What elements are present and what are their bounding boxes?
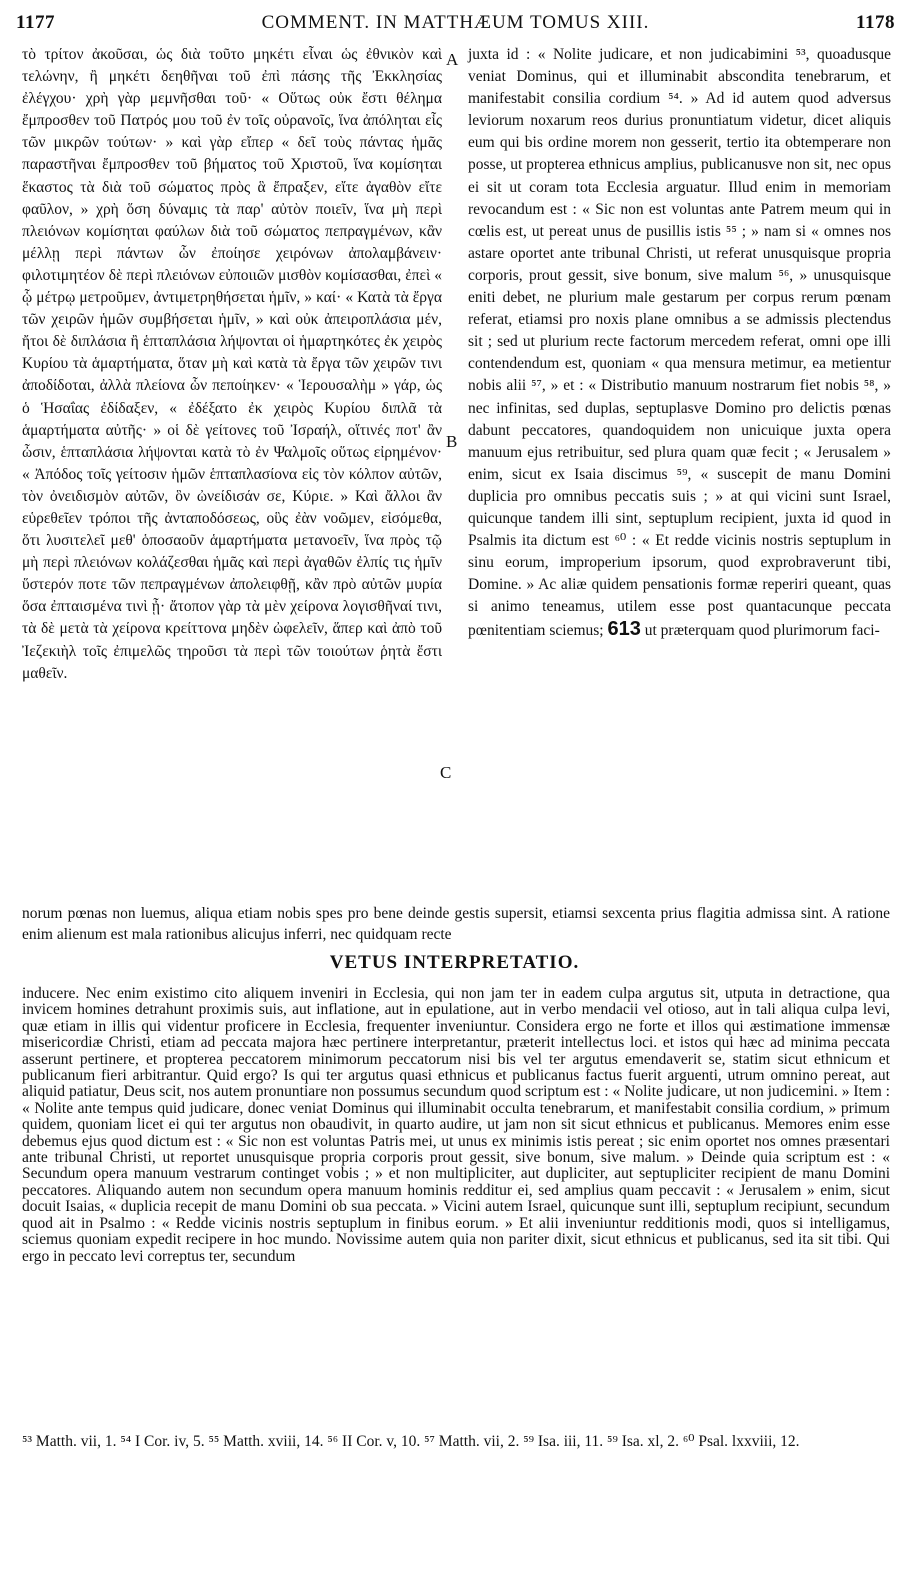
vetus-paragraph: inducere. Nec enim existimo cito aliquem inveniri in Ecclesia, qui non jam ter in eadem culpa argutus sit, utputa in detractione, qua invicem homines detrahunt proximis suis, aut inflatione, aut in epulatione, aut in verbo mendacii vel otioso, aut in tali aliqua culpa levi, quæ etiam in illis qui videntur proficere in Ecclesia, frequenter inveniuntur. Considera ergo ne forte et illos qui æstimatione immensæ misericordiæ Christi, etiam ad peccata majora hæc pertinere interpretantur, præterit intellectus loci. et istos qui hæc ad minima peccata asserunt pertinere, et propterea peccatorem minimorum peccatorum nisi bis vel ter argutus emendaverit se, statim sicut ethnicum et publicanum fieri arbitrantur. Quid ergo? Is qui ter argutus quasi ethnicus et publicanus factus fuerit arguenti, utrum omnino pereat, aut aliquid patiatur, Deus scit, nos autem pronuntiare non possumus secundum quod scriptum est : « Nolite judicare, ut non judicemini. » Item : « Nolite ante tempus quid judicare, donec veniat Dominus qui illuminabit occulta tenebrarum, et manifestabit consilia cordium, » primum quidem, quoniam licet ei qui ter argutus non obaudivit, in quarto audire, ut jam non sit sicut ethnicus et publicanus. Memores enim esse debemus ejus quod dictum est : « Sic non est voluntas Patris mei, ut unus ex minimis istis pereat ; sic enim oportet nos omnes præsentari ante tribunal Christi, ut reportet unusquisque propria corporis prout gessit, sive bonum, sive malum. » Deinde quia scriptum est : « Secundum opera manuum vestrarum continget vobis ; » et non multipliciter, aut dupliciter, aut septupliciter recipient de manu Domini peccatores. Aliquando autem non secundum opera manuum hominis redditur ei, sed amplius quam peccavit : « Jerusalem » enim, sicut docuit Isaias, « duplicia recepit de manu Domini ob sua peccata. » Vicini autem Israel, quicunque sunt illi, septuplum recipiunt, secundum quod ait in Psalmo : « Redde vicinis nostris septuplum in finibus eorum. » Et alii inveniuntur redditionis modi, quos si intelligamus, sciemus quoniam expedit recipere in hoc mundo. Novissime autem quia non pariter dixit, sicut ethnicus et publicanus, sed ita sit tibi. Qui ergo in peccato levi correptus ter, secundum bbox=[22, 985, 890, 1265]
section-title: VETUS INTERPRETATIO. bbox=[329, 952, 580, 973]
greek-paragraph: τὸ τρίτον ἀκοῦσαι, ὡς διὰ τοῦτο μηκέτι εἶναι ὡς ἐθνικὸν καὶ τελώνην, ἢ μηκέτι δεηθῆναι τοῦ ἐπὶ πάσης τῆς Ἐκκλησίας ἐλέγχου· χρὴ γὰρ μεμνῆσθαι τοῦ· « Οὕτως οὐκ ἔστι θέλημα ἔμπροσθεν τοῦ Πατρός μου τοῦ ἐν τοῖς οὐρανοῖς, ἵνα ἀπόληται εἷς τῶν μικρῶν τούτων· » καὶ γὰρ εἴπερ « δεῖ τοὺς πάντας ἡμᾶς παραστῆναι ἔμπροσθεν τοῦ βήματος τοῦ Χριστοῦ, ἵνα κομίσηται ἕκαστος τὰ διὰ τοῦ σώματος πρὸς ἃ ἔπραξεν, εἴτε ἀγαθὸν εἴτε φαῦλον, » χρὴ ὅση δύναμις τὰ παρ' αὐτὸν ποιεῖν, ἵνα μὴ περὶ πλειόνων κομίσηται φαύλων διὰ τοῦ σώματος πεπραγμένων, κἂν μέλλῃ περὶ πάντων ὧν ἐποίησε χειρόνων ἀπολαμβάνειν· φιλοτιμητέον δὲ περὶ πλειόνων εὐποιιῶν μισθὸν κομίσασθαι, ἐπεὶ « ᾧ μέτρῳ μετροῦμεν, ἀντιμετρηθήσεται ἡμῖν, » καί· « Κατὰ τὰ ἔργα τῶν χειρῶν ἡμῶν συμβήσεται ἡμῖν, » καὶ οὐκ ἀπειροπλάσια μέν, ἤτοι δὲ διπλάσια ἢ ἑπταπλάσια λήψονται οἱ ἡμαρτηκότες ἐκ χειρὸς Κυρίου τὰ ἁμαρτήματα, ὅταν μὴ καὶ κατὰ τὰ ἔργα τῶν χειρῶν τινι ἀποδίδοται, ἀλλὰ πλείονα ὧν πεποίηκεν· « Ἱερουσαλὴμ » γάρ, ὡς ὁ Ἡσαΐας ἐδίδαξεν, « ἐδέξατο ἐκ χειρὸς Κυρίου διπλᾶ τὰ ἁμαρτήματα αὐτῆς· » οἱ δὲ γείτονες τοῦ Ἰσραήλ, οἵτινές ποτ' ἂν ὦσιν, ἑπταπλάσια λήψονται κατὰ τὸ ἐν Ψαλμοῖς οὕτως εἰρημένον· « Ἀπόδος τοῖς γείτοσιν ἡμῶν ἑπταπλασίονα εἰς τὸν κόλπον αὐτῶν, τὸν ὀνειδισμὸν αὐτῶν, ὃν ὠνείδισάν σε, Κύριε. » Καὶ ἄλλοι ἂν εὑρεθεῖεν τρόποι τῆς ἀνταποδόσεως, οὓς ἐὰν νοῶμεν, εἰσόμεθα, ὅτι λυσιτελεῖ μεθ' ὁποσαοῦν ἁμαρτήματα μετανοεῖν, ἵνα πρὸς τῷ μὴ περὶ πλειόνων κολάζεσθαι ἡμᾶς καὶ περὶ ἀγαθῶν ἐλπίς τις ἡμῖν ὕστερόν ποτε τῶν πεπραγμένων ἀπολειφθῇ, κἂν πρὸ αὐτῶν μυρία ὅσα ἐπταισμένα τινὶ ᾖ· ἄτοπον γὰρ τὰ μὲν χείρονα λογισθῆναί τινι, τὰ δὲ μετὰ τὰ χείρονα κρείττονα μηδὲν ὠφελεῖν, ἅπερ καὶ ἀπὸ τοῦ Ἰεζεκιὴλ τοῖς ἐπιμελῶς τηροῦσι τὰ περὶ τῶν τοιούτων ῥητὰ ἔστι μαθεῖν. bbox=[22, 46, 442, 682]
margin-marker-a: A bbox=[446, 50, 459, 69]
greek-column bbox=[22, 44, 442, 685]
latin-tail: ut præterquam quod plurimorum faci- bbox=[644, 622, 880, 640]
column-number: 613 bbox=[607, 618, 641, 641]
vetus-interpretatio-text bbox=[22, 986, 890, 1265]
margin-marker-b: B bbox=[446, 432, 458, 451]
margin-marker-c: C bbox=[440, 763, 452, 782]
footnote-line: ⁵³ Matth. vii, 1. ⁵⁴ I Cor. iv, 5. ⁵⁵ Matth. xviii, 14. ⁵⁶ II Cor. v, 10. ⁵⁷ Matth. vii, 2. ⁵⁹ Isa. iii, 11. ⁵⁹ Isa. xl, 2. ⁶⁰ Psal. lxxviii, 12. bbox=[22, 1433, 800, 1450]
latin-paragraph bbox=[468, 44, 891, 643]
running-title: COMMENT. IN MATTHÆUM TOMUS XIII. bbox=[261, 12, 650, 33]
latin-column bbox=[468, 44, 891, 643]
footnotes bbox=[22, 1432, 890, 1452]
latin-text: juxta id : « Nolite judicare, et non judicabimini ⁵³, quoadusque veniat Dominus, qui et illuminabit abscondita tenebrarum, et manifestabit consilia cordium ⁵⁴. » Ad id autem quod adversus leviorum noxarum reos durius pronuntiatum videtur, dicet aliquis eum qui bis ordine morem non gesserit, tertio ita obtemperare non posse, ut propterea ethnicus amplius, publicanusve non sit, nec opus ei sit ut coram tota Ecclesia arguatur. Illud enim in memoriam revocandum est : « Sic non est voluntas ante Patrem meum qui in cœlis est, ut pereat unus de pusillis istis ⁵⁵ ; » nam si « omnes nos astare oportet ante tribunal Christi, ut referat unusquisque propria corporis, prout gessit, sive bonum, sive malum ⁵⁶, » unusquisque eniti debet, ne plurium male gestarum per corpus rerum pœnam referat, etiamsi pro noxis plane omnibus a se admissis plectendus sit ; sed ut plurium recte factorum mercedem referat, omni ope illi contendendum est, quoniam « qua mensura metimur, ea metientur nobis alii ⁵⁷, » et : « Distributio manuum nostrarum fiet nobis ⁵⁸, » nec infinitas, sed duplas, septuplasve Domino pro delictis pœnas dabunt peccatores, quandoquidem non unicuique juxta opera manuum ejus retribuitur, sed plura quam quæ fecit ; « Jerusalem » enim, sicut ex Isaia discimus ⁵⁹, « suscepit de manu Domini duplicia pro omnibus peccatis suis ; » at qui vicini sunt Israel, quicunque tandem illi sint, septuplum recipient, juxta id quod in Psalmis ita dictum est ⁶⁰ : « Et redde vicinis nostris septuplum in sinu eorum, improperium ipsorum, quod exprobraverunt tibi, Domine. » Ac aliæ quidem pensationis formæ reperiri queant, quas si animo teneamus, utilem esse post quantacunque peccata pœnitentiam sciemus; bbox=[468, 46, 891, 640]
left-page-number: 1177 bbox=[16, 12, 55, 33]
running-header bbox=[16, 12, 895, 42]
right-page-number: 1178 bbox=[856, 12, 895, 33]
full-width-latin: norum pœnas non luemus, aliqua etiam nobis spes pro bene deinde gestis supersit, etiamsi sexcenta prius flagitia admissa sint. A ratione enim alienum est mala rationibus alicujus inferri, nec quidquam recte bbox=[22, 905, 890, 943]
